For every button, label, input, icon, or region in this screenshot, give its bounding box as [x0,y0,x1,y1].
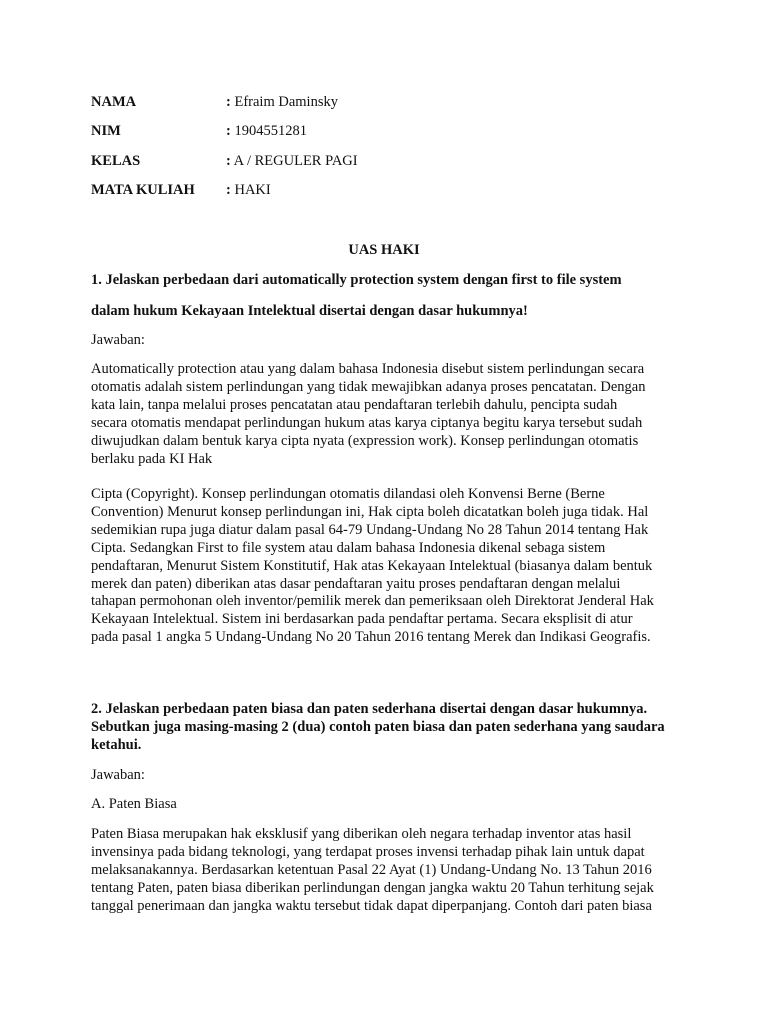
value-nama: : Efraim Daminsky [226,94,338,110]
paragraph-line: merek dan paten) diberikan atas dasar pendaftaran yaitu proses pendaftaran dengan melalui [91,575,621,592]
paragraph-line: tahapan permohonan oleh inventor/pemilik merek dan pemeriksaan oleh Direktorat Jenderal Hak [91,593,654,610]
paragraph-line: berlaku pada KI Hak [91,450,213,467]
paragraph-line: sedemikian rupa juga diatur dalam pasal 64-79 Undang-Undang No 28 Tahun 2014 tentang Hak [91,521,649,538]
paragraph-line: melaksanakannya. Berdasarkan ketentuan Pasal 22 Ayat (1) Undang-Undang No. 13 Tahun 2016 [91,861,652,878]
q1-answer-paragraph-2 [91,486,691,647]
question-line: Sebutkan juga masing-masing 2 (dua) contoh paten biasa dan paten sederhana yang saudara [91,718,665,735]
value-mata-kuliah-text: HAKI [230,182,271,198]
label-kelas: KELAS [91,153,141,169]
q2-jawaban-label: Jawaban: [91,767,145,783]
question-line: ketahui. [91,736,142,753]
paragraph-line: otomatis adalah sistem perlindungan yang tidak mewajibkan adanya proses pencatatan. Dengan [91,378,646,395]
paragraph-line: tentang Paten, paten biasa diberikan perlindungan dengan jangka waktu 20 Tahun terhitung sejak [91,879,654,896]
label-mata-kuliah: MATA KULIAH [91,182,195,198]
label-nama: NAMA [91,94,137,110]
paragraph-line: Automatically protection atau yang dalam bahasa Indonesia disebut sistem perlindungan secara [91,361,645,377]
value-nim-text: 1904551281 [230,123,307,139]
paragraph-line: Paten Biasa merupakan hak eksklusif yang diberikan oleh negara terhadap inventor atas hasil [91,826,632,842]
value-kelas-text: A / REGULER PAGI [230,153,358,169]
value-mata-kuliah: : HAKI [226,182,271,198]
paragraph-line: Kekayaan Intelektual. Sistem ini berdasarkan pada pendaftar pertama. Secara eksplisit di atur [91,611,633,628]
q1-answer-paragraph-1 [91,361,691,468]
value-kelas: : A / REGULER PAGI [226,153,358,169]
paragraph-line: tanggal penerimaan dan jangka waktu tersebut tidak dapat diperpanjang. Contoh dari paten biasa [91,897,652,914]
label-nim: NIM [91,123,121,139]
paragraph-line: Convention) Menurut konsep perlindungan ini, Hak cipta boleh dicatatkan boleh juga tidak. Hal [91,503,649,520]
paragraph-line: pada pasal 1 angka 5 Undang-Undang No 20 Tahun 2016 tentang Merek dan Indikasi Geografis. [91,629,651,646]
paragraph-line: pendaftaran, Menurut Sistem Konstitutif, Hak atas Kekayaan Intelektual (biasanya dalam bentuk [91,557,653,574]
q2-subheading: A. Paten Biasa [91,796,177,812]
q2-question [91,701,691,755]
value-nim: : 1904551281 [226,123,307,139]
paragraph-line: invensinya pada bidang teknologi, yang terdapat proses invensi terhadap pihak lain untuk dapat [91,843,645,860]
value-nama-text: Efraim Daminsky [230,94,338,110]
paragraph-line: secara otomatis mendapat perlindungan hukum atas karya ciptanya begitu karya tersebut sudah [91,414,643,431]
page-title: UAS HAKI [348,242,420,258]
q1-line-1: 1. Jelaskan perbedaan dari automatically protection system dengan first to file system [91,272,622,288]
q1-line-2: dalam hukum Kekayaan Intelektual disertai dengan dasar hukumnya! [91,303,528,319]
paragraph-line: diwujudkan dalam bentuk karya cipta nyata (expression work). Konsep perlindungan otomatis [91,432,639,449]
paragraph-line: Cipta. Sedangkan First to file system atau dalam bahasa Indonesia dikenal sebaga sistem [91,539,606,556]
q2-answer-paragraph-1 [91,826,691,916]
paragraph-line: kata lain, tanpa melalui proses pencatatan atau pendaftaran terlebih dahulu, pencipta sudah [91,396,618,413]
q1-jawaban-label: Jawaban: [91,332,145,348]
paragraph-line: Cipta (Copyright). Konsep perlindungan otomatis dilandasi oleh Konvensi Berne (Berne [91,486,605,502]
question-line: 2. Jelaskan perbedaan paten biasa dan paten sederhana disertai dengan dasar hukumnya. [91,701,648,717]
